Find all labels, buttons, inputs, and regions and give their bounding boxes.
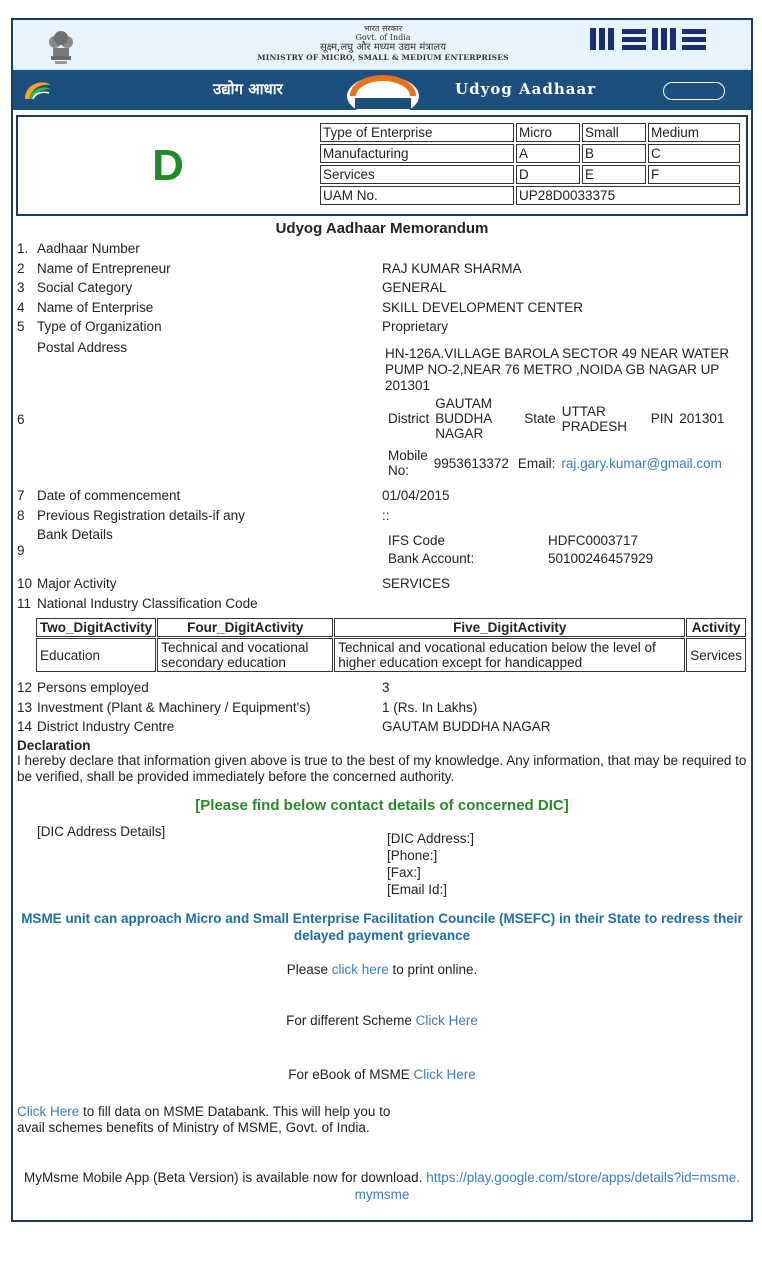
type-cell: Small <box>582 123 646 142</box>
mobile-email <box>385 448 725 478</box>
field-label: Previous Registration details-if any <box>37 508 245 523</box>
mobile-app-note <box>23 1169 741 1203</box>
field-label: District Industry Centre <box>37 719 175 734</box>
type-cell: Manufacturing <box>320 144 514 163</box>
field-label: Bank Details <box>37 527 113 542</box>
type-cell: F <box>648 165 740 184</box>
databank-link[interactable]: Click Here <box>17 1104 80 1119</box>
ifs-label: IFS Code <box>388 533 446 548</box>
udyog-aadhaar-badge-icon <box>343 72 423 110</box>
mobile-value: 9953613372 <box>433 455 509 471</box>
district-value: GAUTAM BUDDHA NAGAR <box>435 396 492 441</box>
pin-label: PIN <box>650 411 674 426</box>
field-number: 8 <box>17 508 25 523</box>
type-cell: Type of Enterprise <box>320 123 514 142</box>
table-header-row <box>36 618 746 637</box>
field-label: Major Activity <box>37 576 117 591</box>
type-cell: Medium <box>648 123 740 142</box>
scheme-line <box>13 1013 751 1028</box>
field-number: 14 <box>17 719 33 734</box>
field-value: :: <box>382 508 390 523</box>
field-label: Social Category <box>37 280 133 295</box>
nic-header: Activity <box>686 618 746 637</box>
field-value: 3 <box>382 680 390 695</box>
ebook-pre: For eBook of MSME <box>288 1067 414 1082</box>
print-link[interactable]: click here <box>331 962 389 977</box>
ministry-text <box>213 24 553 63</box>
field-label: Aadhaar Number <box>37 241 140 256</box>
table-row <box>320 144 740 163</box>
field-number: 2 <box>17 261 25 276</box>
app-text: MyMsme Mobile App (Beta Version) is available now for download. <box>24 1170 427 1185</box>
hindi-govt-text: भारत सरकार <box>363 24 403 33</box>
postal-address: HN-126A.VILLAGE BAROLA SECTOR 49 NEAR WATER PUMP NO-2,NEAR 76 METRO ,NOIDA GB NAGAR UP 201301 <box>385 346 730 393</box>
field-label: Investment (Plant & Machinery / Equipment's) <box>37 700 311 715</box>
app-store-link[interactable]: https://play.google.com/store/apps/details?id=msme.mymsme <box>354 1170 740 1202</box>
dic-fax: [Fax:] <box>387 865 421 880</box>
type-cell: C <box>648 144 740 163</box>
table-row <box>385 550 656 568</box>
certificate-frame <box>11 18 753 1222</box>
memorandum-title: Udyog Aadhaar Memorandum <box>275 220 489 237</box>
table-row <box>385 532 656 550</box>
print-post: to print online. <box>388 962 478 977</box>
table-row <box>385 396 727 441</box>
nic-header: Five_DigitActivity <box>334 618 685 637</box>
table-row <box>385 448 725 478</box>
field-value: GAUTAM BUDDHA NAGAR <box>382 719 551 734</box>
district-state-pin <box>385 396 727 441</box>
field-label: National Industry Classification Code <box>37 596 258 611</box>
district-label: District <box>388 411 430 426</box>
field-number: 3 <box>17 280 25 295</box>
table-row <box>320 123 740 142</box>
right-banner-badge-icon <box>663 82 725 100</box>
hindi-ministry-text: सूक्ष्म,लघु और मध्यम उद्यम मंत्रालय <box>319 42 447 54</box>
nic-cell: Technical and vocational secondary education <box>157 638 333 672</box>
table-row <box>36 638 746 672</box>
udyog-aadhaar-banner <box>13 70 751 110</box>
email-label: Email: <box>517 455 556 471</box>
english-title: Udyog Aadhaar <box>455 80 597 98</box>
dic-address: [DIC Address:] <box>387 831 475 846</box>
print-line <box>13 962 751 977</box>
table-row <box>320 165 740 184</box>
field-value: SERVICES <box>382 576 451 591</box>
field-number: 13 <box>17 700 33 715</box>
scheme-link[interactable]: Click Here <box>415 1013 478 1028</box>
field-number: 10 <box>17 576 33 591</box>
field-value: 1 (Rs. In Lakhs) <box>382 700 478 715</box>
field-label: Persons employed <box>37 680 149 695</box>
msme-logo-icon <box>588 26 708 52</box>
nic-header: Two_DigitActivity <box>36 618 156 637</box>
account-value: 50100246457929 <box>548 551 654 566</box>
dic-phone: [Phone:] <box>387 848 438 863</box>
bank-details <box>385 532 656 568</box>
email-link[interactable]: raj.gary.kumar@gmail.com <box>561 455 722 471</box>
national-emblem-icon <box>43 26 79 66</box>
type-cell: E <box>582 165 646 184</box>
state-label: State <box>524 411 556 426</box>
field-value: RAJ KUMAR SHARMA <box>382 261 522 276</box>
declaration-text: I hereby declare that information given above is true to the best of my knowledge. Any information, that may be required to be verified, shall be provided immediately before the concerned authority. <box>17 753 747 784</box>
field-value: Proprietary <box>382 319 449 334</box>
ebook-line <box>13 1067 751 1082</box>
enterprise-type-box <box>16 115 748 216</box>
dic-heading: [Please find below contact details of concerned DIC] <box>195 797 569 814</box>
ifs-value: HDFC0003717 <box>548 533 639 548</box>
field-value: 01/04/2015 <box>382 488 450 503</box>
mobile-label: Mobile No: <box>388 448 428 478</box>
nic-cell: Technical and vocational education below the level of higher education except for handicapped <box>334 638 685 672</box>
msme-logo <box>573 26 723 66</box>
nic-cell: Education <box>36 638 156 672</box>
scheme-pre: For different Scheme <box>286 1013 416 1028</box>
type-cell: Micro <box>516 123 580 142</box>
field-label: Date of commencement <box>37 488 181 503</box>
digital-india-logo-icon <box>21 77 101 103</box>
category-letter: D <box>152 141 184 190</box>
uam-number: UP28D0033375 <box>516 186 740 205</box>
type-cell: Services <box>320 165 514 184</box>
uam-label: UAM No. <box>320 186 514 205</box>
type-cell: D <box>516 165 580 184</box>
ebook-link[interactable]: Click Here <box>413 1067 476 1082</box>
msefc-notice: MSME unit can approach Micro and Small Enterprise Facilitation Councile (MSEFC) in their State to redress their delayed payment grievance <box>21 911 743 943</box>
ministry-name: MINISTRY OF MICRO, SMALL & MEDIUM ENTERPRISES <box>257 52 509 62</box>
nic-cell: Services <box>686 638 746 672</box>
govt-of-india-text: Govt. of India <box>355 33 411 43</box>
field-number: 5 <box>17 319 25 334</box>
type-cell: B <box>582 144 646 163</box>
field-label: Name of Entrepreneur <box>37 261 171 276</box>
field-label: Type of Organization <box>37 319 162 334</box>
print-pre: Please <box>286 962 332 977</box>
dic-contact-list <box>387 830 474 898</box>
declaration-heading: Declaration <box>17 738 91 753</box>
databank-note <box>17 1104 397 1136</box>
ministry-header <box>13 20 751 70</box>
field-number: 1. <box>17 241 29 256</box>
enterprise-type-table <box>318 121 742 207</box>
state-value: UTTAR PRADESH <box>561 403 628 434</box>
field-label: Postal Address <box>37 340 128 355</box>
field-number: 6 <box>17 412 25 427</box>
field-number: 11 <box>17 596 32 611</box>
field-value: GENERAL <box>382 280 447 295</box>
field-value: SKILL DEVELOPMENT CENTER <box>382 300 584 315</box>
hindi-title: उद्योग आधार <box>213 80 283 98</box>
databank-text: to fill data on MSME Databank. This will help you to avail schemes benefits of Ministry of MSME, Govt. of India. <box>17 1104 391 1135</box>
field-number: 9 <box>17 543 25 558</box>
table-row <box>320 186 740 205</box>
dic-email: [Email Id:] <box>387 882 448 897</box>
type-cell: A <box>516 144 580 163</box>
field-label: Name of Enterprise <box>37 300 154 315</box>
nic-header: Four_DigitActivity <box>157 618 333 637</box>
field-number: 12 <box>17 680 33 695</box>
pin-value: 201301 <box>679 411 725 426</box>
field-number: 4 <box>17 300 25 315</box>
account-label: Bank Account: <box>388 551 475 566</box>
field-number: 7 <box>17 488 25 503</box>
dic-address-details: [DIC Address Details] <box>37 824 166 839</box>
nic-code-table <box>35 617 747 673</box>
